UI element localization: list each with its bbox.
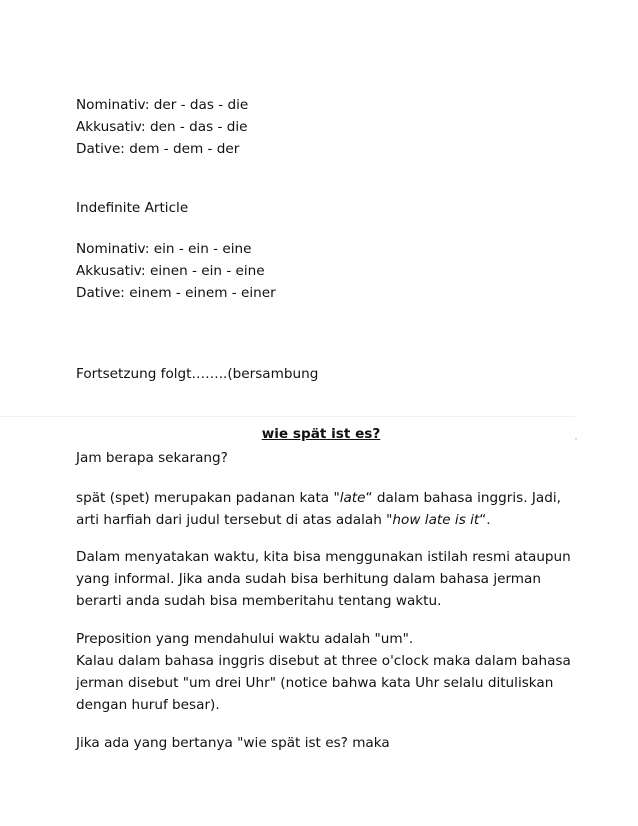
p1-emphasis-how-late: how late is it — [392, 512, 480, 528]
paragraph-3-line-2: Kalau dalam bahasa inggris disebut at three o'clock maka dalam bahasa — [76, 653, 571, 669]
section-heading-text: wie spät ist es? — [261, 426, 381, 442]
paragraph-2-line-3: berarti anda sudah bisa memberitahu tentang waktu. — [76, 593, 442, 609]
continuation-note: Fortsetzung folgt……..(bersambung — [76, 366, 319, 382]
indefinite-dative: Dative: einem - einem - einer — [76, 285, 276, 301]
indefinite-nominativ: Nominativ: ein - ein - eine — [76, 241, 252, 257]
p1-text-c: arti harfiah dari judul tersebut di atas adalah " — [76, 512, 393, 528]
definite-akkusativ: Akkusativ: den - das - die — [76, 119, 248, 135]
paragraph-1-line-2 — [76, 511, 491, 529]
definite-dative: Dative: dem - dem - der — [76, 141, 240, 157]
section-heading — [0, 425, 638, 443]
p1-text-b: “ dalam bahasa inggris. Jadi, — [365, 490, 561, 506]
page-separator — [0, 416, 575, 417]
page-mark — [575, 438, 577, 440]
indefinite-article-title: Indefinite Article — [76, 200, 189, 216]
p1-text-a: spät (spet) merupakan padanan kata " — [76, 490, 340, 506]
paragraph-1-line-1 — [76, 489, 561, 507]
paragraph-2-line-2: yang informal. Jika anda sudah bisa berhitung dalam bahasa jerman — [76, 571, 541, 587]
indefinite-akkusativ: Akkusativ: einen - ein - eine — [76, 263, 265, 279]
paragraph-3-line-1: Preposition yang mendahului waktu adalah "um". — [76, 631, 414, 647]
definite-nominativ: Nominativ: der - das - die — [76, 97, 249, 113]
section-subtitle: Jam berapa sekarang? — [76, 450, 228, 466]
p1-text-d: “. — [479, 512, 491, 528]
p1-emphasis-late: late — [339, 490, 366, 506]
paragraph-2-line-1: Dalam menyatakan waktu, kita bisa menggunakan istilah resmi ataupun — [76, 549, 571, 565]
paragraph-4-line-1: Jika ada yang bertanya "wie spät ist es? maka — [76, 735, 390, 751]
paragraph-3-line-3: jerman disebut "um drei Uhr" (notice bahwa kata Uhr selalu dituliskan — [76, 675, 554, 691]
paragraph-3-line-4: dengan huruf besar). — [76, 697, 220, 713]
